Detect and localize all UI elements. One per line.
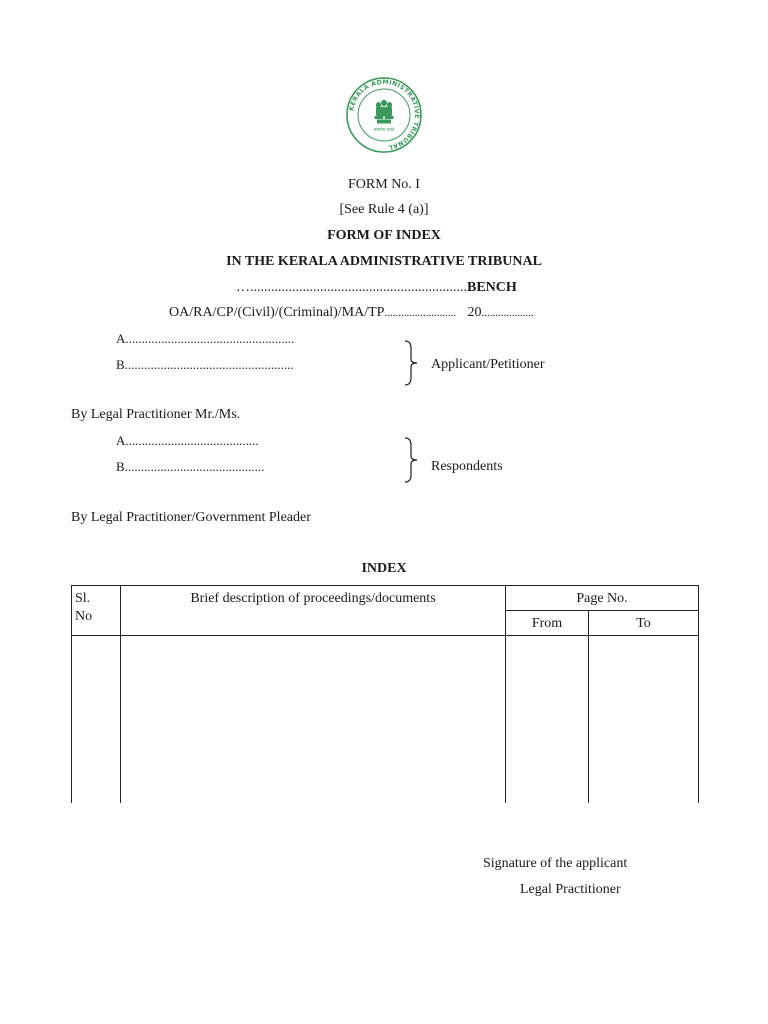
from-header: From: [506, 611, 589, 636]
bench-line: [236, 280, 517, 296]
to-header: To: [589, 611, 699, 636]
sl-header-line2: No: [75, 609, 93, 624]
description-header: Brief description of proceedings/documents: [121, 586, 506, 636]
bench-label: BENCH: [467, 280, 517, 295]
form-number: FORM No. I: [348, 177, 420, 192]
emblem-motto: सत्यमेव जयते: [373, 127, 395, 132]
applicant-label: Applicant/Petitioner: [431, 357, 545, 372]
tribunal-emblem-logo: [345, 76, 423, 154]
to-page-cell[interactable]: [589, 636, 699, 803]
case-number-line: [169, 305, 534, 321]
tribunal-name: IN THE KERALA ADMINISTRATIVE TRIBUNAL: [226, 254, 542, 269]
page-no-header: Page No.: [506, 586, 699, 611]
form-title: FORM OF INDEX: [327, 228, 441, 243]
case-number-blank: ..........................: [384, 307, 456, 319]
sl-no-cell[interactable]: [72, 636, 121, 803]
year-prefix: 20: [467, 305, 482, 320]
respondent-label: Respondents: [431, 459, 503, 474]
signature-legal-practitioner: Legal Practitioner: [520, 882, 621, 897]
applicant-b: B....................................................: [116, 357, 294, 372]
applicant-a: A....................................................: [116, 331, 295, 346]
bench-blank: …..............................................................: [236, 280, 467, 295]
index-table: [71, 585, 699, 803]
applicant-brace-icon: [404, 340, 418, 386]
respondent-brace-icon: [404, 437, 418, 483]
sl-no-header: [72, 586, 121, 636]
signature-applicant: Signature of the applicant: [483, 856, 628, 871]
respondent-counsel: By Legal Practitioner/Government Pleader: [71, 510, 311, 525]
sl-header-line1: Sl.: [75, 591, 91, 606]
applicant-counsel: By Legal Practitioner Mr./Ms.: [71, 407, 241, 422]
from-page-cell[interactable]: [506, 636, 589, 803]
respondent-a: A.........................................: [116, 433, 259, 448]
year-blank: ...................: [481, 307, 534, 319]
emblem-ring-text: KERALA ADMINISTRATIVE TRIBUNAL: [348, 78, 421, 151]
respondent-b: B...........................................: [116, 459, 265, 474]
rule-reference: [See Rule 4 (a)]: [339, 202, 429, 217]
case-types: OA/RA/CP/(Civil)/(Criminal)/MA/TP: [169, 305, 385, 320]
description-cell[interactable]: [121, 636, 506, 803]
lion-capital-icon: [375, 100, 394, 124]
index-heading: INDEX: [361, 561, 407, 576]
